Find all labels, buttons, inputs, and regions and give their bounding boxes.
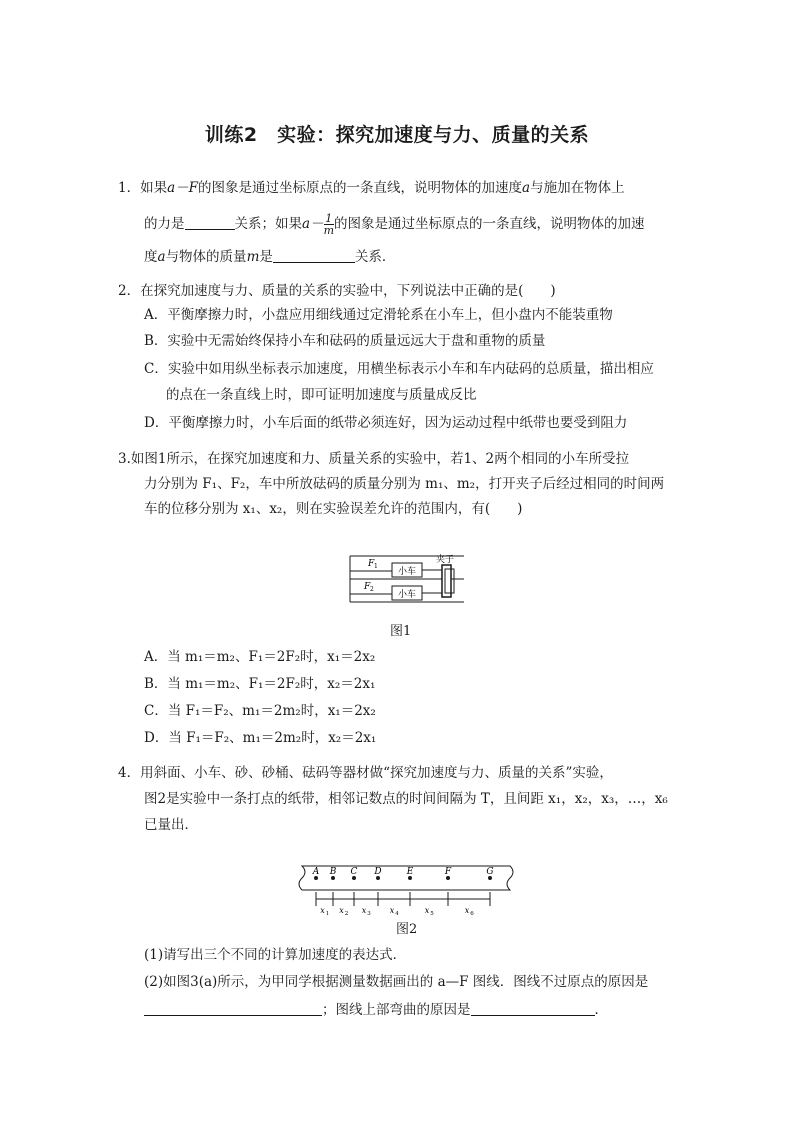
q1-var: m	[246, 249, 260, 265]
q4-text: ．	[594, 1002, 608, 1018]
tape-segment-sub: 6	[470, 911, 474, 917]
q3-option-c[interactable]: C．当 F₁＝F₂、m₁＝2m₂时，x₁＝2x₂	[144, 703, 376, 719]
q1-var: a	[522, 180, 531, 196]
q3-option-d[interactable]: D．当 F₁＝F₂、m₁＝2m₂时，x₂＝2x₁	[144, 730, 377, 746]
fig1-label-f1-sub: 1	[374, 563, 378, 570]
tape-point-label: B	[329, 867, 337, 877]
q4-text: ；图线上部弯曲的原因是	[322, 1002, 471, 1018]
q1-text: 度	[144, 249, 158, 265]
q4-stem-2: 图2是实验中一条打点的纸带，相邻记数点的时间间隔为 T，且间距 x₁，x₂，x₃，…，x₆	[144, 791, 668, 807]
q4-blank-1[interactable]	[144, 1001, 322, 1016]
fig1-cart-1-label: 小车	[397, 567, 417, 577]
q1-line-2	[144, 212, 645, 236]
q2-option-c-cont: 的点在一条直线上时，即可证明加速度与质量成反比	[166, 387, 477, 403]
tape-point-label: G	[486, 867, 494, 877]
tape-segment-label: x	[339, 906, 344, 915]
page-title: 训练2 实验：探究加速度与力、质量的关系	[204, 124, 590, 146]
tape-segment-sub: 4	[395, 911, 399, 917]
q1-text: 的图象是通过坐标原点的一条直线，说明物体的加速	[334, 216, 645, 232]
fig1-label-f1: F	[368, 559, 375, 569]
fig1-clip	[442, 565, 451, 597]
figure-2-paper-tape	[296, 862, 518, 918]
q4-part-2-cont	[144, 1000, 608, 1020]
fig1-cart-2-label: 小车	[397, 590, 417, 600]
tape-point-label: C	[350, 867, 358, 877]
q3-stem-2: 力分别为 F₁、F₂，车中所放砝码的质量分别为 m₁、m₂，打开夹子后经过相同的时间两	[144, 476, 665, 492]
q3-stem-1: 3.如图1所示，在探究加速度和力、质量关系的实验中，若1、2两个相同的小车所受拉	[118, 451, 630, 467]
q4-stem-1: 4．用斜面、小车、砂、砂桶、砝码等器材做“探究加速度与力、质量的关系”实验，	[118, 765, 613, 781]
fig1-label-f2-sub: 2	[370, 586, 374, 593]
q3-option-a[interactable]: A．当 m₁＝m₂、F₁＝2F₂时，x₁＝2x₂	[144, 649, 376, 665]
tape-segment-label: x	[424, 906, 430, 915]
tape-segment-label: x	[320, 906, 325, 915]
q1-text: 的力是	[144, 216, 185, 232]
tape-point-label: D	[374, 867, 382, 877]
q2-option-a[interactable]: A．平衡摩擦力时，小盘应用细线通过定滑轮系在小车上，但小盘内不能装重物	[144, 307, 613, 323]
q1-text: 与物体的质量	[165, 249, 247, 265]
tape-point-label: A	[312, 867, 320, 877]
figure-1-carts-diagram	[346, 553, 470, 605]
q1-line-1	[118, 178, 625, 198]
q1-text: 的图象是通过坐标原点的一条直线，说明物体的加速度	[198, 180, 523, 196]
figure-1-caption: 图1	[390, 624, 412, 639]
q1-text: 与施加在物体上	[530, 180, 625, 196]
q2-option-b[interactable]: B．实验中无需始终保持小车和砝码的质量远远大于盘和重物的质量	[144, 333, 546, 349]
q3-option-b[interactable]: B．当 m₁＝m₂、F₁＝2F₂时，x₂＝2x₁	[144, 676, 376, 692]
tape-segment-sub: 5	[430, 911, 434, 917]
tape-point-label: E	[406, 867, 414, 877]
q4-blank-2[interactable]	[471, 1001, 595, 1016]
tape-segment-label: x	[361, 906, 367, 915]
tape-segment-label: x	[389, 906, 395, 915]
q1-text: 1．如果	[118, 180, 168, 196]
q1-var: a－	[302, 216, 324, 232]
q2-stem: 2．在探究加速度与力、质量的关系的实验中，下列说法中正确的是( )	[118, 283, 556, 299]
q1-line-3	[144, 247, 395, 267]
q1-text: 是	[259, 249, 273, 265]
tape-point-label: F	[444, 867, 452, 877]
q2-option-c[interactable]: C．实验中如用纵坐标表示加速度，用横坐标表示小车和车内砝码的总质量，描出相应	[144, 361, 654, 377]
q3-stem-3: 车的位移分别为 x₁、x₂，则在实验误差允许的范围内，有( )	[144, 501, 523, 517]
tape-segment-sub: 1	[325, 911, 330, 917]
q1-text: 关系．	[354, 249, 396, 265]
fig1-label-f2: F	[364, 582, 371, 592]
tape-segment-sub: 3	[367, 911, 371, 917]
figure-2-caption: 图2	[396, 922, 418, 937]
q4-part-1: (1)请写出三个不同的计算加速度的表达式．	[144, 947, 407, 963]
q4-stem-3: 已量出．	[144, 817, 198, 833]
fraction-1-over-m	[324, 213, 334, 236]
q1-var: a	[157, 249, 166, 265]
fraction-numerator: 1	[325, 212, 333, 225]
q1-blank-1[interactable]	[185, 215, 235, 230]
q1-blank-2[interactable]	[273, 248, 355, 263]
fraction-denominator: m	[323, 224, 334, 237]
tape-segment-sub: 2	[344, 911, 349, 917]
q2-option-d[interactable]: D．平衡摩擦力时，小车后面的纸带必须连好，因为运动过程中纸带也要受到阻力	[144, 415, 628, 431]
q1-var: a－F	[167, 180, 199, 196]
tape-segment-label: x	[464, 906, 470, 915]
q1-text: 关系；如果	[234, 216, 302, 232]
fig1-clip-label: 夹子	[436, 555, 455, 565]
q4-part-2: (2)如图3(a)所示，为甲同学根据测量数据画出的 a—F 图线．图线不过原点的原因是	[144, 974, 649, 990]
